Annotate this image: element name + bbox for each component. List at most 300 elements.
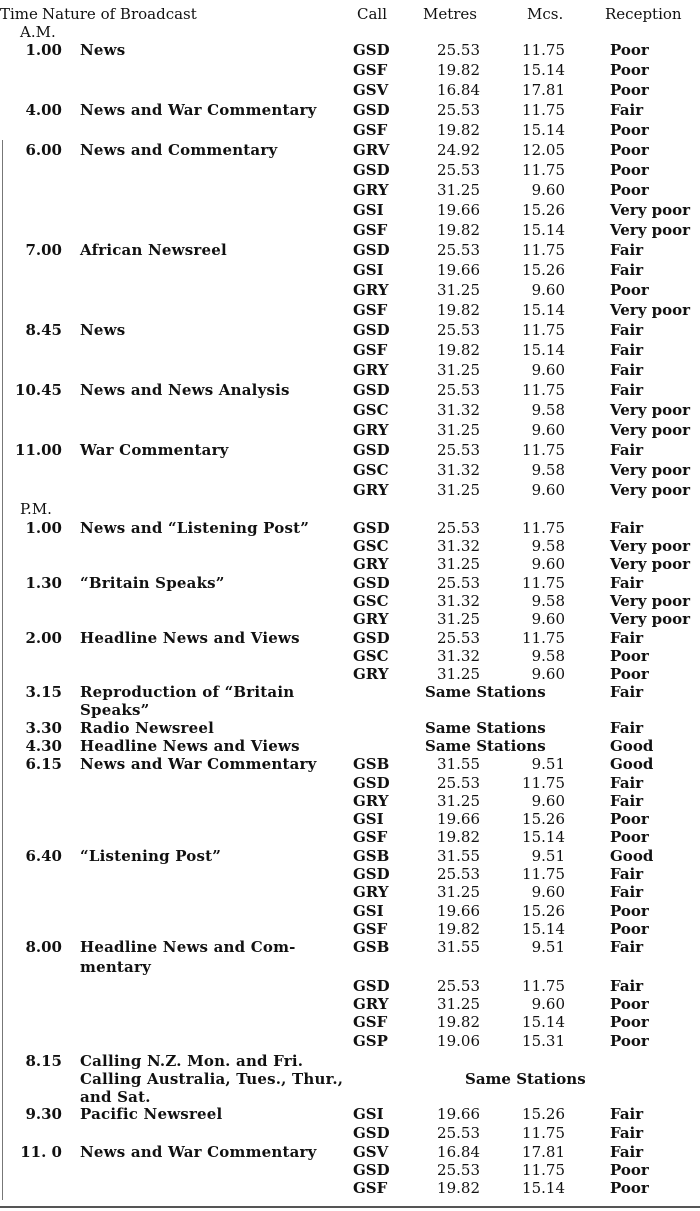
- same-stations-cell: Same Stations: [425, 737, 546, 755]
- metres-cell: 31.25: [437, 883, 480, 901]
- megacycles-cell: 11.75: [522, 629, 565, 647]
- programme-cell: Headline News and Com-: [80, 938, 296, 956]
- programme-cell: and Sat.: [80, 1088, 151, 1106]
- megacycles-cell: 9.58: [531, 401, 565, 419]
- table-row: [0, 401, 700, 419]
- reception-cell: Poor: [610, 281, 649, 299]
- megacycles-cell: 15.14: [522, 920, 565, 938]
- megacycles-cell: 9.60: [531, 792, 565, 810]
- table-row: [0, 381, 700, 399]
- call-sign-cell: GSB: [353, 755, 390, 773]
- megacycles-cell: 9.58: [531, 537, 565, 555]
- metres-cell: 19.66: [437, 1105, 480, 1123]
- table-row: [0, 81, 700, 99]
- table-row: [0, 537, 700, 555]
- table-row: [0, 755, 700, 773]
- reception-cell: Fair: [610, 683, 644, 701]
- table-row: [0, 592, 700, 610]
- metres-cell: 19.82: [437, 301, 480, 319]
- time-cell: 9.30: [25, 1105, 62, 1123]
- metres-cell: 31.25: [437, 181, 480, 199]
- call-sign-cell: GSC: [353, 401, 389, 419]
- programme-cell: News and News Analysis: [80, 381, 290, 399]
- time-cell: 3.15: [25, 683, 62, 701]
- megacycles-cell: 15.14: [522, 341, 565, 359]
- megacycles-cell: 9.60: [531, 995, 565, 1013]
- same-stations-cell: Same Stations: [465, 1070, 586, 1088]
- programme-cell: News and War Commentary: [80, 101, 317, 119]
- metres-cell: 19.66: [437, 201, 480, 219]
- metres-cell: 19.66: [437, 810, 480, 828]
- megacycles-cell: 17.81: [522, 1143, 565, 1161]
- megacycles-cell: 11.75: [522, 321, 565, 339]
- table-row: [0, 828, 700, 846]
- metres-cell: 19.66: [437, 261, 480, 279]
- megacycles-cell: 11.75: [522, 161, 565, 179]
- call-sign-cell: GSF: [353, 221, 388, 239]
- megacycles-cell: 9.60: [531, 883, 565, 901]
- reception-cell: Fair: [610, 774, 644, 792]
- metres-cell: 31.32: [437, 592, 480, 610]
- table-row: [0, 1143, 700, 1161]
- megacycles-cell: 11.75: [522, 241, 565, 259]
- programme-cell: Calling N.Z. Mon. and Fri.: [80, 1052, 304, 1070]
- megacycles-cell: 9.60: [531, 555, 565, 573]
- call-sign-cell: GSV: [353, 1143, 389, 1161]
- call-sign-cell: GRY: [353, 181, 389, 199]
- metres-cell: 16.84: [437, 1143, 480, 1161]
- megacycles-cell: 9.51: [531, 755, 565, 773]
- table-row: [0, 1013, 700, 1031]
- table-row: [0, 61, 700, 79]
- metres-cell: 19.82: [437, 828, 480, 846]
- time-cell: 7.00: [25, 241, 62, 259]
- megacycles-cell: 15.14: [522, 221, 565, 239]
- metres-cell: 25.53: [437, 865, 480, 883]
- left-rule: [2, 140, 3, 1200]
- table-row: [0, 1032, 700, 1050]
- table-row: [0, 810, 700, 828]
- megacycles-cell: 11.75: [522, 774, 565, 792]
- call-sign-cell: GSB: [353, 938, 390, 956]
- table-row: [0, 281, 700, 299]
- reception-cell: Fair: [610, 1105, 644, 1123]
- call-sign-cell: GSI: [353, 261, 384, 279]
- megacycles-cell: 15.26: [522, 1105, 565, 1123]
- call-sign-cell: GSD: [353, 1161, 390, 1179]
- megacycles-cell: 15.31: [522, 1032, 565, 1050]
- header-call: Call: [357, 5, 388, 23]
- reception-cell: Fair: [610, 574, 644, 592]
- table-row: [0, 141, 700, 159]
- table-row: [0, 1179, 700, 1197]
- programme-cell: News: [80, 321, 126, 339]
- metres-cell: 19.82: [437, 920, 480, 938]
- reception-cell: Very poor: [610, 201, 691, 219]
- reception-cell: Poor: [610, 81, 649, 99]
- megacycles-cell: 9.58: [531, 461, 565, 479]
- reception-cell: Poor: [610, 920, 649, 938]
- call-sign-cell: GRY: [353, 361, 389, 379]
- reception-cell: Fair: [610, 938, 644, 956]
- reception-cell: Poor: [610, 995, 649, 1013]
- metres-cell: 25.53: [437, 574, 480, 592]
- table-row: [0, 938, 700, 956]
- header-mcs: Mcs.: [527, 5, 564, 23]
- table-row: [0, 161, 700, 179]
- reception-cell: Poor: [610, 665, 649, 683]
- reception-cell: Fair: [610, 883, 644, 901]
- reception-cell: Fair: [610, 719, 644, 737]
- programme-cell: News and War Commentary: [80, 1143, 317, 1161]
- time-cell: 3.30: [25, 719, 62, 737]
- metres-cell: 19.82: [437, 1013, 480, 1031]
- metres-cell: 31.32: [437, 537, 480, 555]
- megacycles-cell: 11.75: [522, 101, 565, 119]
- call-sign-cell: GRY: [353, 555, 389, 573]
- metres-cell: 25.53: [437, 519, 480, 537]
- call-sign-cell: GSD: [353, 774, 390, 792]
- call-sign-cell: GSF: [353, 61, 388, 79]
- time-cell: 1.00: [25, 41, 62, 59]
- metres-cell: 25.53: [437, 381, 480, 399]
- call-sign-cell: GSC: [353, 647, 389, 665]
- call-sign-cell: GSD: [353, 101, 390, 119]
- table-row: [0, 1070, 700, 1088]
- call-sign-cell: GSD: [353, 41, 390, 59]
- header-metres: Metres: [423, 5, 478, 23]
- bottom-rule: [0, 1206, 700, 1208]
- reception-cell: Fair: [610, 1124, 644, 1142]
- megacycles-cell: 15.26: [522, 201, 565, 219]
- reception-cell: Fair: [610, 101, 644, 119]
- reception-cell: Very poor: [610, 610, 691, 628]
- reception-cell: Very poor: [610, 421, 691, 439]
- metres-cell: 24.92: [437, 141, 480, 159]
- table-row: [0, 920, 700, 938]
- reception-cell: Fair: [610, 629, 644, 647]
- time-cell: 10.45: [15, 381, 62, 399]
- table-row: [0, 847, 700, 865]
- table-row: [0, 1105, 700, 1123]
- table-row: [0, 221, 700, 239]
- table-row: [0, 261, 700, 279]
- time-cell: 4.30: [25, 737, 62, 755]
- time-cell: 8.15: [25, 1052, 62, 1070]
- reception-cell: Good: [610, 847, 654, 865]
- reception-cell: Poor: [610, 1161, 649, 1179]
- megacycles-cell: 15.14: [522, 301, 565, 319]
- metres-cell: 25.53: [437, 441, 480, 459]
- metres-cell: 19.06: [437, 1032, 480, 1050]
- call-sign-cell: GSI: [353, 902, 384, 920]
- call-sign-cell: GRY: [353, 792, 389, 810]
- time-cell: 11. 0: [20, 1143, 62, 1161]
- table-row: [0, 241, 700, 259]
- megacycles-cell: 11.75: [522, 41, 565, 59]
- call-sign-cell: GSD: [353, 381, 390, 399]
- reception-cell: Poor: [610, 1013, 649, 1031]
- megacycles-cell: 11.75: [522, 381, 565, 399]
- reception-cell: Poor: [610, 141, 649, 159]
- table-row: [0, 701, 700, 719]
- call-sign-cell: GRY: [353, 421, 389, 439]
- reception-cell: Poor: [610, 121, 649, 139]
- programme-cell: News and “Listening Post”: [80, 519, 310, 537]
- call-sign-cell: GSV: [353, 81, 389, 99]
- reception-cell: Very poor: [610, 555, 691, 573]
- header-reception: Reception: [605, 5, 682, 23]
- metres-cell: 19.82: [437, 341, 480, 359]
- call-sign-cell: GSB: [353, 847, 390, 865]
- call-sign-cell: GSC: [353, 592, 389, 610]
- metres-cell: 25.53: [437, 241, 480, 259]
- metres-cell: 31.25: [437, 610, 480, 628]
- reception-cell: Fair: [610, 321, 644, 339]
- megacycles-cell: 15.14: [522, 828, 565, 846]
- reception-cell: Fair: [610, 341, 644, 359]
- reception-cell: Poor: [610, 902, 649, 920]
- table-row: [0, 361, 700, 379]
- table-row: [0, 737, 700, 755]
- megacycles-cell: 17.81: [522, 81, 565, 99]
- table-row: [0, 181, 700, 199]
- reception-cell: Fair: [610, 241, 644, 259]
- metres-cell: 31.25: [437, 481, 480, 499]
- programme-cell: Speaks”: [80, 701, 150, 719]
- table-row: [0, 958, 700, 976]
- megacycles-cell: 11.75: [522, 1124, 565, 1142]
- metres-cell: 31.25: [437, 665, 480, 683]
- metres-cell: 25.53: [437, 101, 480, 119]
- table-row: [0, 201, 700, 219]
- call-sign-cell: GSD: [353, 441, 390, 459]
- programme-cell: Radio Newsreel: [80, 719, 215, 737]
- megacycles-cell: 11.75: [522, 1161, 565, 1179]
- reception-cell: Poor: [610, 1032, 649, 1050]
- call-sign-cell: GSF: [353, 121, 388, 139]
- table-row: [0, 121, 700, 139]
- call-sign-cell: GSD: [353, 629, 390, 647]
- call-sign-cell: GSC: [353, 537, 389, 555]
- table-row: [0, 995, 700, 1013]
- table-row: [0, 883, 700, 901]
- metres-cell: 19.82: [437, 221, 480, 239]
- table-row: [0, 341, 700, 359]
- time-cell: 2.00: [25, 629, 62, 647]
- metres-cell: 19.82: [437, 121, 480, 139]
- metres-cell: 25.53: [437, 41, 480, 59]
- reception-cell: Poor: [610, 828, 649, 846]
- metres-cell: 31.25: [437, 421, 480, 439]
- time-cell: 4.00: [25, 101, 62, 119]
- metres-cell: 19.66: [437, 902, 480, 920]
- call-sign-cell: GSD: [353, 519, 390, 537]
- reception-cell: Poor: [610, 161, 649, 179]
- call-sign-cell: GSD: [353, 865, 390, 883]
- reception-cell: Fair: [610, 519, 644, 537]
- table-row: [0, 865, 700, 883]
- megacycles-cell: 11.75: [522, 441, 565, 459]
- table-row: [0, 1124, 700, 1142]
- programme-cell: News and Commentary: [80, 141, 278, 159]
- same-stations-cell: Same Stations: [425, 719, 546, 737]
- reception-cell: Very poor: [610, 401, 691, 419]
- call-sign-cell: GSF: [353, 301, 388, 319]
- megacycles-cell: 15.14: [522, 121, 565, 139]
- programme-cell: mentary: [80, 958, 151, 976]
- metres-cell: 31.32: [437, 461, 480, 479]
- reception-cell: Poor: [610, 181, 649, 199]
- section-am: A.M.: [20, 23, 56, 41]
- programme-cell: Headline News and Views: [80, 629, 300, 647]
- table-row: [0, 441, 700, 459]
- metres-cell: 19.82: [437, 1179, 480, 1197]
- metres-cell: 31.55: [437, 847, 480, 865]
- call-sign-cell: GSI: [353, 810, 384, 828]
- metres-cell: 25.53: [437, 774, 480, 792]
- megacycles-cell: 9.51: [531, 938, 565, 956]
- table-row: [0, 321, 700, 339]
- same-stations-cell: Same Stations: [425, 683, 546, 701]
- megacycles-cell: 15.26: [522, 902, 565, 920]
- table-row: [0, 421, 700, 439]
- call-sign-cell: GSD: [353, 241, 390, 259]
- time-cell: 6.00: [25, 141, 62, 159]
- reception-cell: Poor: [610, 810, 649, 828]
- call-sign-cell: GSD: [353, 574, 390, 592]
- reception-cell: Very poor: [610, 221, 691, 239]
- metres-cell: 31.55: [437, 755, 480, 773]
- table-row: [0, 574, 700, 592]
- reception-cell: Poor: [610, 647, 649, 665]
- table-row: [0, 792, 700, 810]
- call-sign-cell: GSF: [353, 828, 388, 846]
- metres-cell: 31.25: [437, 361, 480, 379]
- time-cell: 6.40: [25, 847, 62, 865]
- table-row: [0, 555, 700, 573]
- metres-cell: 31.25: [437, 555, 480, 573]
- reception-cell: Fair: [610, 977, 644, 995]
- table-row: [0, 41, 700, 59]
- call-sign-cell: GRY: [353, 995, 389, 1013]
- megacycles-cell: 9.58: [531, 592, 565, 610]
- megacycles-cell: 15.14: [522, 1179, 565, 1197]
- programme-cell: War Commentary: [80, 441, 229, 459]
- table-row: [0, 683, 700, 701]
- metres-cell: 25.53: [437, 161, 480, 179]
- call-sign-cell: GSF: [353, 1179, 388, 1197]
- call-sign-cell: GRY: [353, 281, 389, 299]
- reception-cell: Fair: [610, 1143, 644, 1161]
- metres-cell: 25.53: [437, 629, 480, 647]
- time-cell: 8.00: [25, 938, 62, 956]
- table-row: [0, 665, 700, 683]
- metres-cell: 31.32: [437, 647, 480, 665]
- megacycles-cell: 12.05: [522, 141, 565, 159]
- programme-cell: Calling Australia, Tues., Thur.,: [80, 1070, 344, 1088]
- programme-cell: Pacific Newsreel: [80, 1105, 223, 1123]
- reception-cell: Very poor: [610, 481, 691, 499]
- section-pm: P.M.: [20, 500, 52, 518]
- metres-cell: 31.25: [437, 792, 480, 810]
- metres-cell: 31.25: [437, 995, 480, 1013]
- call-sign-cell: GSC: [353, 461, 389, 479]
- megacycles-cell: 15.26: [522, 261, 565, 279]
- programme-cell: News and War Commentary: [80, 755, 317, 773]
- table-row: [0, 481, 700, 499]
- call-sign-cell: GRY: [353, 883, 389, 901]
- metres-cell: 25.53: [437, 1124, 480, 1142]
- reception-cell: Poor: [610, 41, 649, 59]
- time-cell: 1.00: [25, 519, 62, 537]
- programme-cell: “Britain Speaks”: [80, 574, 225, 592]
- table-row: [0, 301, 700, 319]
- reception-cell: Fair: [610, 381, 644, 399]
- call-sign-cell: GSD: [353, 321, 390, 339]
- megacycles-cell: 9.51: [531, 847, 565, 865]
- megacycles-cell: 11.75: [522, 977, 565, 995]
- megacycles-cell: 9.60: [531, 481, 565, 499]
- megacycles-cell: 15.26: [522, 810, 565, 828]
- reception-cell: Good: [610, 755, 654, 773]
- metres-cell: 31.55: [437, 938, 480, 956]
- call-sign-cell: GRY: [353, 610, 389, 628]
- reception-cell: Fair: [610, 792, 644, 810]
- table-row: [0, 719, 700, 737]
- table-row: [0, 101, 700, 119]
- reception-cell: Poor: [610, 61, 649, 79]
- time-cell: 11.00: [15, 441, 62, 459]
- reception-cell: Very poor: [610, 592, 691, 610]
- table-row: [0, 977, 700, 995]
- table-row: [0, 647, 700, 665]
- header-time: Time: [0, 5, 38, 23]
- time-cell: 6.15: [25, 755, 62, 773]
- call-sign-cell: GRV: [353, 141, 390, 159]
- reception-cell: Very poor: [610, 461, 691, 479]
- call-sign-cell: GSP: [353, 1032, 388, 1050]
- megacycles-cell: 11.75: [522, 865, 565, 883]
- megacycles-cell: 9.60: [531, 281, 565, 299]
- reception-cell: Fair: [610, 441, 644, 459]
- megacycles-cell: 11.75: [522, 574, 565, 592]
- metres-cell: 31.25: [437, 281, 480, 299]
- reception-cell: Fair: [610, 261, 644, 279]
- call-sign-cell: GSI: [353, 201, 384, 219]
- megacycles-cell: 15.14: [522, 61, 565, 79]
- programme-cell: Headline News and Views: [80, 737, 300, 755]
- programme-cell: News: [80, 41, 126, 59]
- metres-cell: 25.53: [437, 977, 480, 995]
- table-row: [0, 774, 700, 792]
- table-row: [0, 629, 700, 647]
- call-sign-cell: GSF: [353, 1013, 388, 1031]
- reception-cell: Poor: [610, 1179, 649, 1197]
- metres-cell: 25.53: [437, 321, 480, 339]
- megacycles-cell: 15.14: [522, 1013, 565, 1031]
- reception-cell: Fair: [610, 865, 644, 883]
- time-cell: 1.30: [25, 574, 62, 592]
- metres-cell: 25.53: [437, 1161, 480, 1179]
- metres-cell: 16.84: [437, 81, 480, 99]
- table-row: [0, 610, 700, 628]
- programme-cell: Reproduction of “Britain: [80, 683, 295, 701]
- reception-cell: Fair: [610, 361, 644, 379]
- programme-cell: “Listening Post”: [80, 847, 222, 865]
- call-sign-cell: GSI: [353, 1105, 384, 1123]
- megacycles-cell: 9.60: [531, 361, 565, 379]
